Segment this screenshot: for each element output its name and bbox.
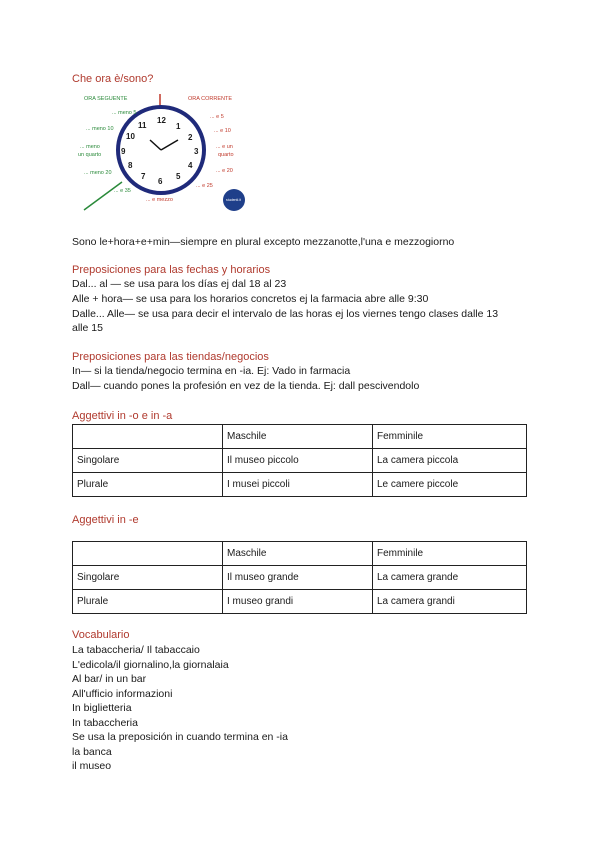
label-e-mezzo: ... e mezzo (146, 197, 173, 203)
table-cell: La camera grande (373, 566, 527, 590)
heading-vocabulario: Vocabulario (72, 629, 130, 641)
clock-number: 3 (194, 147, 199, 156)
label-meno-20: ... meno 20 (84, 170, 112, 176)
clock-number: 1 (176, 122, 181, 131)
fechas-line: Dal... al — se usa para los días ej dal 18 al 23 (72, 278, 287, 290)
clock-number: 7 (141, 172, 146, 181)
table-cell: La camera piccola (373, 449, 527, 473)
clock-number: 5 (176, 172, 181, 181)
clock-number: 12 (157, 116, 166, 125)
fechas-line: alle 15 (72, 322, 103, 334)
stamp-text: studenti.it (226, 198, 241, 202)
heading-preposiciones-fechas: Preposiciones para las fechas y horarios (72, 264, 271, 276)
vocab-item: L'edicola/il giornalino,la giornalaia (72, 659, 229, 671)
table-cell: Femminile (373, 425, 527, 449)
table-cell: Il museo piccolo (223, 449, 373, 473)
label-e-un: ... e un (216, 144, 233, 150)
vocab-item: Se usa la preposición in cuando termina en -ia (72, 731, 288, 743)
table-cell: Maschile (223, 425, 373, 449)
table-row (73, 449, 527, 473)
table-row (73, 590, 527, 614)
table-cell: Singolare (73, 566, 223, 590)
table-row (73, 473, 527, 497)
clock-number: 2 (188, 133, 193, 142)
table-cell (73, 542, 223, 566)
tiendas-line: In— si la tienda/negocio termina en -ia. Ej: Vado in farmacia (72, 365, 351, 377)
label-ora-seguente: ORA SEGUENTE (84, 96, 128, 102)
vocab-item: In tabaccheria (72, 717, 138, 729)
label-un-quarto-left: un quarto (78, 152, 102, 158)
vocab-item: il museo (72, 760, 112, 772)
table-aggettivi-e (72, 541, 527, 614)
clock-number: 11 (138, 121, 147, 130)
heading-aggettivi-o-a: Aggettivi in -o e in -a (72, 410, 173, 422)
label-e-25: ... e 25 (196, 183, 213, 189)
table-cell: I musei piccoli (223, 473, 373, 497)
vocab-item: La tabaccheria/ Il tabaccaio (72, 644, 200, 656)
table-cell: Singolare (73, 449, 223, 473)
label-e-35: ... e 35 (114, 188, 131, 194)
table-cell: La camera grandi (373, 590, 527, 614)
table-cell: Le camere piccole (373, 473, 527, 497)
vocab-item: All'ufficio informazioni (72, 688, 173, 700)
table-cell: Maschile (223, 542, 373, 566)
table-aggettivi-o-a (72, 424, 527, 497)
label-e-5: ... e 5 (210, 114, 224, 120)
fechas-line: Alle + hora— se usa para los horarios concretos ej la farmacia abre alle 9:30 (72, 293, 429, 305)
table-row (73, 425, 527, 449)
table-cell: Plurale (73, 590, 223, 614)
heading-preposiciones-tiendas: Preposiciones para las tiendas/negocios (72, 351, 269, 363)
heading-che-ora: Che ora è/sono? (72, 73, 154, 85)
label-meno-10: ... meno 10 (86, 126, 114, 132)
clock-number: 10 (126, 132, 135, 141)
table-row (73, 542, 527, 566)
vocab-item: la banca (72, 746, 112, 758)
sono-rule: Sono le+hora+e+min—siempre en plural excepto mezzanotte,l'una e mezzogiorno (72, 236, 455, 248)
clock-number: 4 (188, 161, 193, 170)
clock-illustration (70, 88, 260, 218)
table-cell: I museo grandi (223, 590, 373, 614)
label-ora-corrente: ORA CORRENTE (188, 96, 233, 102)
fechas-line: Dalle... Alle— se usa para decir el intervalo de las horas ej los viernes tengo clases dalle 13 (72, 308, 499, 320)
label-e-20: ... e 20 (216, 168, 233, 174)
label-e-10: ... e 10 (214, 128, 231, 134)
tiendas-line: Dall— cuando pones la profesión en vez de la tienda. Ej: dall pescivendolo (72, 380, 420, 392)
table-cell: Il museo grande (223, 566, 373, 590)
clock-number: 8 (128, 161, 133, 170)
heading-aggettivi-e: Aggettivi in -e (72, 514, 139, 526)
table-cell (73, 425, 223, 449)
vocab-item: In biglietteria (72, 702, 132, 714)
clock-number: 6 (158, 177, 163, 186)
clock-number: 9 (121, 147, 126, 156)
vocab-item: Al bar/ in un bar (72, 673, 147, 685)
label-meno: ... meno (80, 144, 100, 150)
next-hour-marker (84, 182, 122, 210)
label-un-quarto-right: quarto (218, 152, 234, 158)
label-meno-5: ... meno 5 (112, 110, 137, 116)
table-row (73, 566, 527, 590)
table-cell: Plurale (73, 473, 223, 497)
table-cell: Femminile (373, 542, 527, 566)
